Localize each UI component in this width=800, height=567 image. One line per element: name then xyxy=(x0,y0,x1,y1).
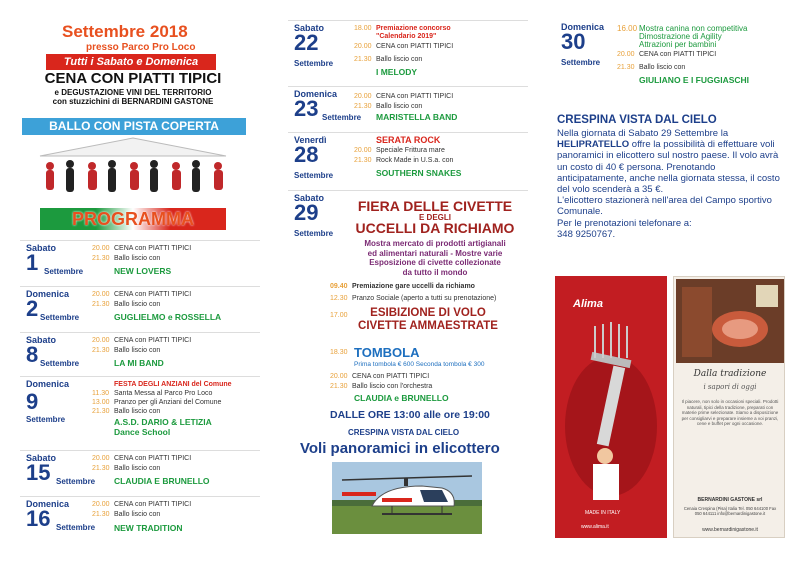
made-in-italy: MADE IN ITALY xyxy=(585,510,621,516)
event-sat-15 xyxy=(20,450,260,496)
event-day: Sabato xyxy=(294,193,325,203)
helicopter-photo xyxy=(332,462,482,534)
event-date: 15 xyxy=(26,460,51,485)
company-url: www.bernardinigastone.it xyxy=(702,527,758,533)
event-day: Sabato xyxy=(26,335,57,345)
alima-advert xyxy=(555,276,667,538)
performer: NEW TRADITION xyxy=(114,523,183,533)
event-line: 21.30 Ballo liscio con xyxy=(92,301,161,308)
tombola-title: TOMBOLA xyxy=(354,345,420,360)
rake-tool-image xyxy=(561,316,661,506)
event-date: 22 xyxy=(294,30,319,55)
event-line: 20.00 CENA con PIATTI TIPICI xyxy=(92,501,192,508)
event-line: 21.30 Ballo liscio con xyxy=(354,56,423,63)
event-sun-2 xyxy=(20,286,260,332)
event-line: 20.00 CENA con PIATTI TIPICI xyxy=(330,373,430,380)
alima-logo: Alima xyxy=(573,298,603,310)
event-month: Settembre xyxy=(40,313,80,322)
event-line: 18.00 Premiazione concorso xyxy=(354,25,451,32)
event-line: 21.30 Ballo liscio con l'orchestra xyxy=(330,383,433,390)
performer: A.S.D. DARIO & LETIZIA xyxy=(114,417,212,427)
ballo-banner: BALLO CON PISTA COPERTA xyxy=(22,118,246,135)
event-line: 20.00 CENA con PIATTI TIPICI xyxy=(354,43,454,50)
degustazione-text xyxy=(30,88,236,106)
event-date: 1 xyxy=(26,250,39,275)
tutti-banner: Tutti i Sabato e Domenica xyxy=(46,54,216,70)
stuzzichini-line: con stuzzichini di BERNARDINI GASTONE xyxy=(52,97,214,106)
event-date: 8 xyxy=(26,342,39,367)
event-date: 23 xyxy=(294,96,319,121)
event-line: 20.00 CENA con PIATTI TIPICI xyxy=(92,245,192,252)
crespina-subheading: CRESPINA VISTA DAL CIELO xyxy=(348,428,460,437)
event-line: 13.00 Pranzo per gli Anziani del Comune xyxy=(92,399,222,406)
event-month: Settembre xyxy=(40,359,80,368)
performer-sub: Dance School xyxy=(114,427,171,437)
event-month: Settembre xyxy=(322,113,362,122)
page-title: Settembre 2018 xyxy=(62,22,188,41)
event-month: Settembre xyxy=(44,267,84,276)
event-date: 29 xyxy=(294,200,319,225)
event-line: 11.30 Santa Messa al Parco Pro Loco xyxy=(92,390,213,397)
event-line: 20.00 CENA con PIATTI TIPICI xyxy=(354,93,454,100)
voli-heading: Voli panoramici in elicottero xyxy=(300,440,500,457)
elicottero-info xyxy=(557,128,785,240)
event-line: 09.40 Premiazione gare uccelli da richiamo xyxy=(330,283,475,290)
event-day: Domenica xyxy=(294,89,338,99)
performer: LA MI BAND xyxy=(114,358,164,368)
fiera-title-2: UCCELLI DA RICHIAMO xyxy=(355,220,515,236)
event-day: Venerdì xyxy=(294,135,327,145)
ad-tagline-2: i sapori di oggi xyxy=(703,383,757,391)
deli-food-image xyxy=(676,279,784,363)
event-line: Attrazioni per bambini xyxy=(639,40,717,49)
phone-number: 348 9250767. xyxy=(557,228,616,240)
column-events-3 xyxy=(535,0,800,567)
event-date: 28 xyxy=(294,142,319,167)
event-line: 20.00 CENA con PIATTI TIPICI xyxy=(617,51,717,58)
event-month: Settembre xyxy=(56,477,96,486)
crespina-title: CRESPINA VISTA DAL CIELO xyxy=(557,114,717,126)
company-address: Cenaia Crespina (Pisa) Italia Tel. 050 644100 Fax 050 644111 info@bernardinigastone.it xyxy=(683,506,777,517)
venue: presso Parco Pro Loco xyxy=(86,42,196,53)
event-line: 16.00 Mostra canina non competitiva xyxy=(617,24,748,33)
event-title: SERATA ROCK xyxy=(376,135,441,145)
helipratello-name: HELIPRATELLO xyxy=(557,139,630,151)
esibizione-title: ESIBIZIONE DI VOLO CIVETTE AMMAESTRATE xyxy=(358,307,498,332)
event-sun-16 xyxy=(20,496,260,546)
fiera-title: FIERA DELLE CIVETTE xyxy=(357,198,513,214)
event-date: 2 xyxy=(26,296,39,321)
event-sun-9 xyxy=(20,376,260,446)
event-day: Sabato xyxy=(26,453,57,463)
event-fri-28 xyxy=(288,132,528,184)
dalle-ore: DALLE ORE 13:00 alle ore 19:00 xyxy=(330,409,490,421)
event-line: 21.30 Ballo liscio con xyxy=(354,103,423,110)
bernardini-advert xyxy=(673,276,785,538)
event-line: 12.30 Pranzo Sociale (aperto a tutti su prenotazione) xyxy=(330,295,497,302)
tombola-prizes: Prima tombola € 600 Seconda tombola € 300 xyxy=(354,361,485,368)
performer: GIULIANO E I FUGGIASCHI xyxy=(639,75,750,85)
event-month: Settembre xyxy=(294,229,334,238)
fiera-description: Mostra mercato di prodotti artigianali ed alimentari naturali - Mostre varie Esposizione di civette collezionate da tutto il mondo xyxy=(364,239,506,277)
event-line: 20.00 Speciale Frittura mare xyxy=(354,147,445,154)
event-day: Domenica xyxy=(26,499,70,509)
event-sat-8 xyxy=(20,332,260,376)
info-booking: Per le prenotazioni telefonare a: xyxy=(557,217,692,229)
alima-url: www.alima.it xyxy=(581,524,609,530)
programma-label: PROGRAMMA xyxy=(72,209,194,229)
performer: CLAUDIA E BRUNELLO xyxy=(114,476,210,486)
event-date: 30 xyxy=(561,29,586,54)
event-sun-30 xyxy=(555,20,795,92)
event-month: Settembre xyxy=(294,59,334,68)
ad-body: Il piacere, non solo in occasioni speciali. Prodotti naturali, tipici della tradizione, preparati con materie prime selezionate. Siamo a disposizione per consigliarvi e preparare insieme a voi pranzi, cene e buffet per ogni occasione. xyxy=(681,399,779,427)
event-line: 20.00 CENA con PIATTI TIPICI xyxy=(92,455,192,462)
event-day: Domenica xyxy=(26,379,70,389)
info-text-2: offre la possibilità di effettuare voli panoramici in elicottero sul nostro paese. Il volo avrà un costo di 40 € persona. Prenotando anticipatamente, anche nella giornata stessa, il costo del volo scenderà a 35 €. xyxy=(557,139,780,196)
event-line: 21.30 Ballo liscio con xyxy=(92,408,161,415)
event-line: 21.30 Ballo liscio con xyxy=(92,511,161,518)
degustazione-line: e DEGUSTAZIONE VINI DEL TERRITORIO xyxy=(54,88,212,97)
performer: SOUTHERN SNAKES xyxy=(376,168,462,178)
info-location: L'elicottero stazionerà nell'area del Campo sportivo Comunale. xyxy=(557,195,772,218)
event-month: Settembre xyxy=(294,171,334,180)
column-events-2 xyxy=(270,0,532,567)
programma-banner xyxy=(40,208,226,230)
event-line: 18.30 xyxy=(330,349,348,356)
event-date: 16 xyxy=(26,506,51,531)
event-line: 21.30 Ballo liscio con xyxy=(617,64,686,71)
event-sat-22 xyxy=(288,20,528,84)
performer: GUGLIELMO e ROSSELLA xyxy=(114,312,222,322)
event-day: Domenica xyxy=(26,289,70,299)
event-day: Sabato xyxy=(294,23,325,33)
event-month: Settembre xyxy=(56,523,96,532)
dancers-illustration xyxy=(20,136,246,206)
event-line: 21.30 Ballo liscio con xyxy=(92,465,161,472)
performer: MARISTELLA BAND xyxy=(376,112,458,122)
event-line: 20.00 CENA con PIATTI TIPICI xyxy=(92,337,192,344)
info-text: Nella giornata di Sabato 29 Settembre la xyxy=(557,128,729,139)
event-sat-1 xyxy=(20,240,260,286)
event-line: "Calendario 2019" xyxy=(376,33,437,40)
event-line: 21.30 Ballo liscio con xyxy=(92,347,161,354)
column-programma xyxy=(0,0,266,567)
event-date: 9 xyxy=(26,389,39,414)
event-line: Dimostrazione di Agility xyxy=(639,32,722,41)
fiera-subtitle: E DEGLI xyxy=(418,213,451,222)
event-line: 21.30 Ballo liscio con xyxy=(92,255,161,262)
event-day: Domenica xyxy=(561,22,605,32)
ad-tagline: Dalla tradizione xyxy=(693,369,767,379)
performer: CLAUDIA e BRUNELLO xyxy=(354,393,449,403)
event-sat-29 xyxy=(288,190,528,435)
event-line: 17.00 xyxy=(330,312,348,319)
performer: I MELODY xyxy=(376,67,418,77)
event-line: FESTA DEGLI ANZIANI del Comune xyxy=(114,381,232,388)
event-month: Settembre xyxy=(561,58,601,67)
performer: NEW LOVERS xyxy=(114,266,172,276)
event-sun-23 xyxy=(288,86,528,130)
event-day: Sabato xyxy=(26,243,57,253)
company-name: BERNARDINI GASTONE srl xyxy=(697,497,763,503)
event-month: Settembre xyxy=(26,415,66,424)
event-line: 21.30 Rock Made in U.S.a. con xyxy=(354,157,454,164)
cena-heading: CENA CON PIATTI TIPICI xyxy=(44,70,222,87)
event-line: 20.00 CENA con PIATTI TIPICI xyxy=(92,291,192,298)
